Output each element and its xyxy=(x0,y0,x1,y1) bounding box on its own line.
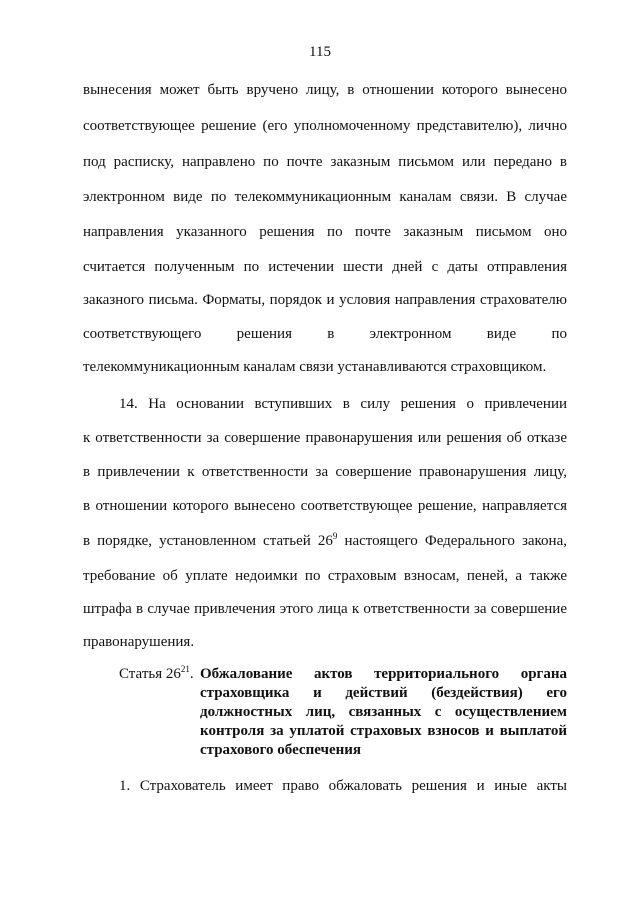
page-number: 115 xyxy=(309,44,331,60)
article-label-superscript: 21 xyxy=(180,664,190,674)
text-fragment: настоящего Федерального закона, xyxy=(337,533,567,549)
text-line: телекоммуникационным каналам связи устанавливаются страховщиком. xyxy=(83,359,547,375)
text-fragment: в порядке, установленном статьей 26 xyxy=(83,533,333,549)
article-label-suffix: . xyxy=(189,666,194,682)
text-line: вынесения может быть вручено лицу, в отношении которого вынесено xyxy=(83,82,567,98)
text-line: требование об уплате недоимки по страховым взносам, пеней, а также xyxy=(83,568,567,584)
text-line: направления указанного решения по почте заказным письмом оно xyxy=(83,224,567,240)
text-line: соответствующее решение (его уполномоченному представителю), лично xyxy=(83,118,567,134)
article-title-line: контроля за уплатой страховых взносов и выплатой xyxy=(200,723,567,739)
text-line: 14. На основании вступивших в силу решения о привлечении xyxy=(119,396,567,412)
article-title-line: страхового обеспечения xyxy=(200,742,362,758)
text-line-with-superscript xyxy=(83,531,567,551)
text-line: электронном виде по телекоммуникационным каналам связи. В случае xyxy=(83,189,567,205)
article-label-prefix: Статья 26 xyxy=(119,666,181,682)
superscript: 9 xyxy=(332,531,338,541)
text-line: штрафа в случае привлечения этого лица к ответственности за совершение xyxy=(83,601,567,617)
article-label xyxy=(119,664,194,684)
text-line: в привлечении к ответственности за совершение правонарушения лицу, xyxy=(83,464,567,480)
text-line: в отношении которого вынесено соответствующее решение, направляется xyxy=(83,498,567,514)
article-title-line: страховщика и действий (бездействия) его xyxy=(200,685,567,701)
text-line: 1. Страхователь имеет право обжаловать решения и иные акты xyxy=(119,778,567,794)
text-line: правонарушения. xyxy=(83,634,195,650)
text-line: считается полученным по истечении шести дней с даты отправления xyxy=(83,259,567,275)
text-line: к ответственности за совершение правонарушения или решения об отказе xyxy=(83,430,567,446)
text-line: под расписку, направлено по почте заказным письмом или передано в xyxy=(83,154,567,170)
article-title-line: должностных лиц, связанных с осуществлением xyxy=(200,704,567,720)
article-title-line: Обжалование актов территориального органа xyxy=(200,666,567,682)
text-line: заказного письма. Форматы, порядок и условия направления страхователю xyxy=(83,292,567,308)
text-line: соответствующего решения в электронном виде по xyxy=(83,326,567,342)
